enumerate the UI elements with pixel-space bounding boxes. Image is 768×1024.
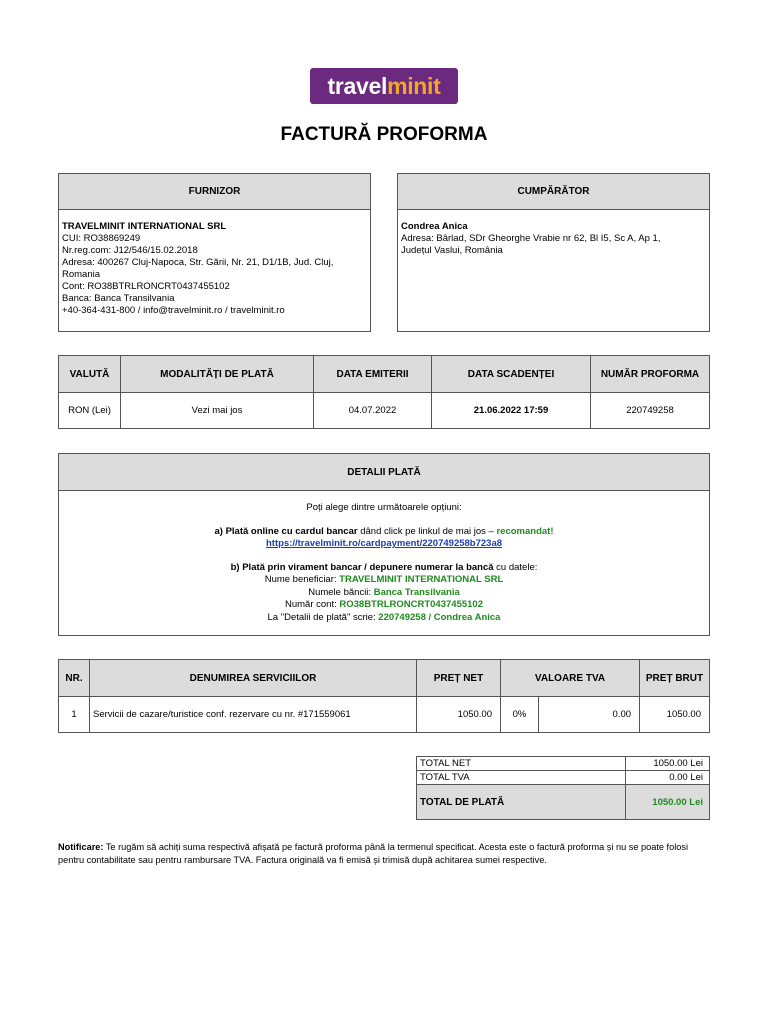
- payment-details-header: DETALII PLATĂ: [59, 454, 709, 491]
- invoice-info-table: [58, 355, 710, 429]
- payment-details-body: [59, 491, 709, 624]
- service-nr: 1: [59, 697, 90, 733]
- col-header-vat: VALOARE TVA: [501, 660, 640, 697]
- account-row: [59, 599, 709, 612]
- buyer-line: Adresa: Bârlad, SDr Gheorghe Vrabie nr 62, Bl I5, Sc A, Ap 1,: [401, 233, 661, 244]
- bank-row: [59, 587, 709, 600]
- buyer-line: Județul Vaslui, România: [401, 245, 503, 256]
- total-vat-value: 0.00 Lei: [626, 771, 710, 785]
- supplier-line: CUI: RO38869249: [62, 233, 141, 244]
- service-net-price: 1050.00: [417, 697, 501, 733]
- option-a-title: a) Plată online cu cardul bancar: [214, 525, 358, 537]
- account-value: RO38BTRLRONCRT0437455102: [339, 599, 483, 610]
- bank-label: Numele băncii:: [308, 586, 374, 598]
- service-vat-value: 0.00: [539, 697, 640, 733]
- table-row: [59, 697, 710, 733]
- payment-intro: Poți alege dintre următoarele opțiuni:: [306, 502, 462, 513]
- payment-details-row: [59, 612, 709, 625]
- total-vat-label: TOTAL TVA: [417, 771, 626, 785]
- payment-option-a: [59, 526, 709, 539]
- service-name: Servicii de cazare/turistice conf. rezervare cu nr. #171559061: [90, 697, 417, 733]
- supplier-line: Cont: RO38BTRLRONCRT0437455102: [62, 281, 230, 292]
- payment-details-value: 220749258 / Condrea Anica: [378, 611, 501, 623]
- travelminit-logo: [310, 68, 458, 104]
- currency-value: RON (Lei): [59, 393, 121, 429]
- totals-table: [416, 756, 710, 820]
- service-vat-percent: 0%: [501, 697, 539, 733]
- beneficiary-row: [59, 574, 709, 587]
- col-header-net-price: PREȚ NET: [417, 660, 501, 697]
- col-header-payment-methods: MODALITĂȚI DE PLATĂ: [121, 356, 314, 393]
- supplier-line: +40-364-431-800 / info@travelminit.ro / travelminit.ro: [62, 305, 285, 316]
- logo-text-travel: travel: [327, 73, 388, 99]
- supplier-line: Romania: [62, 269, 101, 280]
- col-header-nr: NR.: [59, 660, 90, 697]
- col-header-proforma-number: NUMĂR PROFORMA: [591, 356, 710, 393]
- issue-date-value: 04.07.2022: [314, 393, 432, 429]
- total-net-label: TOTAL NET: [417, 757, 626, 771]
- payment-details-label: La "Detalii de plată" scrie:: [267, 611, 379, 623]
- total-to-pay-value: 1050.00 Lei: [626, 785, 710, 820]
- beneficiary-label: Nume beneficiar:: [264, 574, 340, 585]
- payment-methods-value: Vezi mai jos: [121, 393, 314, 429]
- buyer-header: CUMPĂRĂTOR: [398, 174, 709, 210]
- option-b-text: cu datele:: [493, 561, 538, 573]
- supplier-header: FURNIZOR: [59, 174, 370, 210]
- col-header-service-name: DENUMIREA SERVICIILOR: [90, 660, 417, 697]
- beneficiary-value: TRAVELMINIT INTERNATIONAL SRL: [339, 574, 504, 585]
- option-a-text: dând click pe linkul de mai jos –: [357, 525, 497, 537]
- col-header-due-date: DATA SCADENȚEI: [432, 356, 591, 393]
- supplier-box: [58, 173, 371, 332]
- supplier-details: [59, 210, 370, 317]
- proforma-number-value: 220749258: [591, 393, 710, 429]
- account-label: Număr cont:: [284, 599, 340, 610]
- recommended-label: recomandat!: [496, 525, 554, 537]
- buyer-details: [398, 210, 709, 257]
- buyer-box: [397, 173, 710, 332]
- document-title: FACTURĂ PROFORMA: [280, 124, 488, 145]
- supplier-name: TRAVELMINIT INTERNATIONAL SRL: [62, 221, 227, 232]
- supplier-line: Banca: Banca Transilvania: [62, 293, 175, 304]
- total-to-pay-label: TOTAL DE PLATĂ: [417, 785, 626, 820]
- supplier-line: Nr.reg.com: J12/546/15.02.2018: [62, 245, 198, 256]
- buyer-name: Condrea Anica: [401, 221, 468, 232]
- due-date-value: 21.06.2022 17:59: [432, 393, 591, 429]
- col-header-currency: VALUTĂ: [59, 356, 121, 393]
- services-table: [58, 659, 710, 733]
- payment-details-box: [58, 453, 710, 636]
- option-b-title: b) Plată prin virament bancar / depunere numerar la bancă: [230, 561, 494, 573]
- total-net-value: 1050.00 Lei: [626, 757, 710, 771]
- col-header-issue-date: DATA EMITERII: [314, 356, 432, 393]
- service-gross-price: 1050.00: [640, 697, 710, 733]
- payment-option-b: [59, 562, 709, 575]
- notice-label: Notificare:: [58, 842, 104, 852]
- notice-text: Te rugăm să achiți suma respectivă afișată pe factură proforma până la termenul specificat. Acesta este o factură proforma și nu se poate folosi pentru contabilitate sau pentru rambursare TVA. Factura originală va fi emisă și trimisă după achitarea sumei respective.: [58, 842, 688, 865]
- notice: [58, 841, 710, 866]
- col-header-gross-price: PREȚ BRUT: [640, 660, 710, 697]
- logo-text-minit: minit: [387, 73, 441, 99]
- supplier-line: Adresa: 400267 Cluj-Napoca, Str. Gării, Nr. 21, D1/1B, Jud. Cluj,: [62, 257, 334, 268]
- card-payment-link[interactable]: https://travelminit.ro/cardpayment/220749258b723a8: [265, 538, 503, 549]
- bank-value: Banca Transilvania: [373, 586, 460, 598]
